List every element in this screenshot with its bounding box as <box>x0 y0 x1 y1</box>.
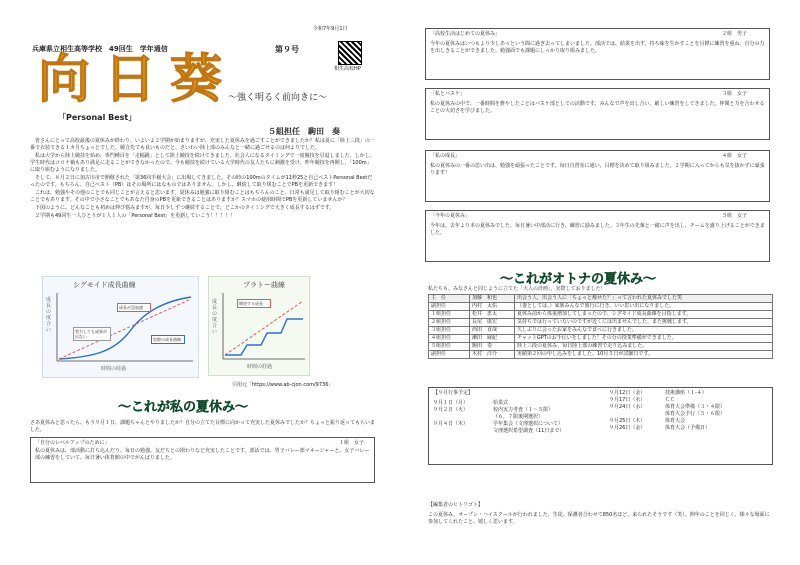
table-cell: 気持ちでは行っていないのですが近くには出ませんでした、また挑戦します。 <box>515 319 773 327</box>
schedule-date: ９月２日（火） <box>433 407 469 413</box>
table-cell: 久しぶりに会ったお家をみんなで食べに行きました。 <box>515 327 773 335</box>
table-row <box>429 319 773 327</box>
title-char-2: 日 <box>104 49 157 110</box>
student-entry <box>425 210 770 262</box>
schedule-event: 技術講座（１-４） <box>665 390 707 396</box>
student-entry <box>30 437 375 483</box>
table-cell: 瀬田 麻紀 <box>470 335 515 343</box>
table-cell: 陸上三段の夏休み、毎日陸上部の練習で走り込みました。 <box>515 343 773 351</box>
table-row <box>429 327 773 335</box>
article-author: ５組担任 駒田 奏 <box>268 127 340 136</box>
plateau-note: 期待する成長 <box>237 299 271 308</box>
title-char-1: 向 <box>38 49 91 110</box>
schedule-item <box>433 414 603 421</box>
sigmoid-title: シグモイド成長曲線 <box>73 281 136 289</box>
article-paragraph: そして、８月２日に加古川市で開催された「第36回手稲大会」に出場してきました。その時の100mのタイムが11秒25と自己ベストPersonal Bestだったのです。もちろん、自己ベスト（PB）はその場所にはなものではありません。しかし、継続して取り組むことでPBを更新できます！ <box>30 175 373 188</box>
table-cell: １組担任 <box>429 311 470 319</box>
plateau-figure <box>208 276 310 376</box>
table-cell: チャットGPTのお手伝いをしました！その分の授業準備ができました。 <box>515 335 773 343</box>
schedule-item <box>609 397 769 404</box>
schedule-item <box>609 390 769 397</box>
table-cell: ４組担任 <box>429 335 470 343</box>
entry-title: 「自分のレベルアップのために」 <box>35 440 110 446</box>
sigmoid-note2: 成長が急加速 <box>117 303 151 312</box>
entry-author: ５組 女子 <box>721 213 747 219</box>
schedule-date: ９月12日（金） <box>609 390 646 396</box>
entry-title: 「高校生活はじめての夏休み」 <box>430 31 501 37</box>
schedule-event: 体育大会（予備日） <box>665 425 711 431</box>
schedule-event: 体育大会予行（５・６限） <box>665 411 726 417</box>
student-entry <box>425 28 770 80</box>
section2-intro: 私たちも、みなさんと同じように立てた「大人の計画」、実際しておりました！ <box>428 286 606 292</box>
schedule-date: ９月４日（木） <box>433 421 469 427</box>
article-body <box>30 138 375 220</box>
newsletter-title <box>38 49 223 110</box>
plateau-ylabel: 成長の度合い <box>212 299 218 335</box>
schedule-item <box>433 428 603 435</box>
schedule-event: 体育大会準備（３・４限） <box>665 404 726 410</box>
table-cell: 実績第２回の申し込みをしました。10月５日が試験日です。 <box>515 351 773 359</box>
schedule-event: ＣＣ <box>665 397 676 403</box>
schedule-title: 【９月行事予定】 <box>433 390 474 396</box>
schedule-right <box>609 390 769 432</box>
article-paragraph: 下図のように、どんなことも初めは伸び悩みますが、毎日少しずつ継続することで、どこかのタイミングで大きく成長するはずです。 <box>35 205 335 211</box>
schedule-date <box>433 428 493 435</box>
plateau-title: プラトー曲線 <box>243 281 285 289</box>
table-cell: ３組担任 <box>429 327 470 335</box>
entry-title: 「今年の夏休み」 <box>430 213 471 219</box>
table-row <box>429 351 773 359</box>
section-banner-adult: ～これがオトナの夏休み～ <box>500 272 657 287</box>
schedule-item <box>433 400 603 407</box>
plateau-xlabel: 時間の経過 <box>247 364 273 370</box>
table-row <box>429 343 773 351</box>
sigmoid-note1: 努力しても成果が出ない <box>73 327 111 341</box>
schedule-event: 体育大会 <box>665 418 686 424</box>
qr-label: 相生高校HP <box>334 66 361 72</box>
table-cell: ２組担任 <box>429 319 470 327</box>
citation: 引用元「https://www.ab-cjon.com/9736」 <box>232 382 334 388</box>
editor-title: 【編集者のヒトリゴト】 <box>428 502 483 508</box>
section-banner-summer: ～これが私の夏休み～ <box>118 400 249 415</box>
sigmoid-xlabel: 時間の経過 <box>101 366 127 372</box>
entry-body: 今年の夏休みはいつもより少しあっという間に過ぎ去ってしまいました。部活では、結果を出す、持ち味を生かすことを目標に練習を重ね、自分の力を出しきることができました。勉強面でも課題にしっかり取り組みました。 <box>430 41 765 54</box>
table-cell: 主 任 <box>429 295 470 303</box>
schedule-left <box>433 400 603 435</box>
table-row <box>429 303 773 311</box>
schedule-event: 学年集会（文理選択について） <box>493 421 563 427</box>
article-paragraph: これは、勉強やその他のことでも同じことが言えると思います。夏休みは勉強に取り組むことはもちろんのこと、日常も満足して取り組むことが大切なことでもあります。その中で小さなことでもあなた自身のPBを更新できることはありますか？スマホの使用時間でPBを更新していませんか？ <box>30 190 375 203</box>
table-cell: （妻としては、）家族みんなで旅行に行き、いい思い出になりました。 <box>515 303 773 311</box>
entry-author: ３組 女子 <box>721 91 747 97</box>
table-cell: 長尾 康宏 <box>470 319 515 327</box>
schedule-date: ９月26日（金） <box>609 425 646 431</box>
table-row <box>429 311 773 319</box>
table-cell: 副担任 <box>429 351 470 359</box>
schedule-date: ９月24日（水） <box>609 404 646 410</box>
schedule-item <box>609 418 769 425</box>
editor-body: この夏休み、オープン・ハイスクールが行われました。生徒、保護者合わせて850名ほど、来られたそうです（笑）。例年のことを同じく、様々な場面に参加してくれたこと、嬉しく思います。 <box>428 512 770 525</box>
table-cell: 内村 太佑 <box>470 303 515 311</box>
entry-body: 今年は、去年より本の夏休みでした。毎日暑い中部活に行き、練習に励みました。３年生の先輩と一緒に声を出し、チームを盛り上げることができました。 <box>430 223 765 236</box>
article-paragraph: 私は大学から陸上競技を始め、専門種目を「走幅跳」として陸上競技を続けてきました。社会人になるタイミングで一度競技を引退しました。しかし、学生時代はコロナ禍もあり満足に走ることができなかったので、今も競技を続けている大学時代の友人たちに刺激を受け、昨年競技を再開し、「100m」に取り組むようになりました。 <box>30 153 375 173</box>
table-cell: 出会う人、出会う人に「ちょっと痩せた？」って言われた夏休みでした笑 <box>515 295 773 303</box>
schedule-item <box>609 404 769 411</box>
table-cell: 夏休み前から体重増加してしまったので、シグモイド成長曲線を目指します。 <box>515 311 773 319</box>
schedule-event: 始業式 <box>493 400 509 406</box>
article-paragraph: 皆さんにとって高校最後の夏休みが終わり、いよいよ２学期が始まりますが、充実した夏休みを過ごすことができましたか？私は夏に「陸上三段」の一番で衣装できる１カ月ちょっとでした。競合先でも良いものだと、さいわい陸上部のみんなと一緒に過ごせるのは何よりでした。 <box>30 138 375 151</box>
table-cell: ５組担任 <box>429 343 470 351</box>
schedule-date <box>609 411 665 418</box>
schedule-item <box>609 425 769 432</box>
table-row <box>429 335 773 343</box>
schedule-event: （６，７限後期選択） <box>493 414 544 420</box>
schedule-event: 校内実力考査（１～５限） <box>493 407 554 413</box>
table-cell: 西田 直哉 <box>470 327 515 335</box>
article-heading: 「Personal Best」 <box>58 113 137 122</box>
student-entry <box>425 88 770 140</box>
teacher-table <box>428 294 773 359</box>
table-cell: 加藤 和也 <box>470 295 515 303</box>
entry-title: 「私とバスケ」 <box>430 91 466 97</box>
schedule-box <box>428 387 773 465</box>
sigmoid-note3: 実際の成長曲線 <box>151 335 185 344</box>
schedule-item <box>609 411 769 418</box>
entry-title: 「私の成長」 <box>430 153 461 159</box>
sigmoid-figure <box>42 276 199 378</box>
table-cell: 副担任 <box>429 303 470 311</box>
schedule-item <box>433 407 603 414</box>
schedule-date: ９月17日（水） <box>609 397 646 403</box>
entry-body: 私の夏休みの一番の思い出は、勉強を頑張ったことです。毎日自習室に通い、目標を決めて取り組みました。２学期に入ってからも気を抜かずに頑張ります！ <box>430 163 765 176</box>
table-cell: 木村 洋介 <box>470 351 515 359</box>
table-header-row <box>429 295 773 303</box>
title-char-3: 葵 <box>170 49 223 110</box>
entry-author: ２組 男子 <box>721 31 747 37</box>
motto: ～強く明るく前向きに～ <box>228 93 328 103</box>
section-intro: さあ夏休みと思ったら、もう９月１日、課題ちゃんとやりましたか？自分の立てた目標に向かって充実した夏休みでしたか？ちょっと振り返ってもらいました。 <box>30 420 376 433</box>
schedule-date: ９月25日（木） <box>609 418 646 424</box>
school-name: 兵庫県立相生高等学校 49回生 学年通信 <box>32 45 168 53</box>
entry-body: 私の夏休みの中で、一番時間を費やしたことはバスケ部としての活動です。みんなで声を出し合い、厳しい練習をしてきました。仲間と力を合わせることの大切さを学びました。 <box>430 101 765 114</box>
qr-code[interactable] <box>338 41 362 65</box>
schedule-item <box>433 421 603 428</box>
entry-body: 私の夏休みは、部活動に打ち込んだり、毎日の勉強。友だちとの関わりなど充実したことです。部活では、男子バレー部マネージャーと、女子バレー部の練習をしていて、毎日暑い体育館の中でがんばりました。 <box>35 448 370 461</box>
table-cell: 松井 恵太 <box>470 311 515 319</box>
article-paragraph: ２学期も49回生一人ひとりが１人１人の「Personal Best」を更新していこう！！！！！ <box>35 213 236 219</box>
student-entry <box>425 150 770 202</box>
table-cell: 駒田 奏 <box>470 343 515 351</box>
entry-author: ４組 女子 <box>721 153 747 159</box>
entry-author: １組 女子 <box>338 440 364 446</box>
issue-date: 令和7年9月1日 <box>313 26 348 32</box>
sigmoid-ylabel: 成長の度合い <box>46 297 52 333</box>
schedule-date <box>433 414 493 421</box>
issue-number: 第９号 <box>275 45 299 54</box>
schedule-date: ９月１日（月） <box>433 400 469 406</box>
schedule-event: 文理選択希望調査（11日まで） <box>493 428 565 434</box>
